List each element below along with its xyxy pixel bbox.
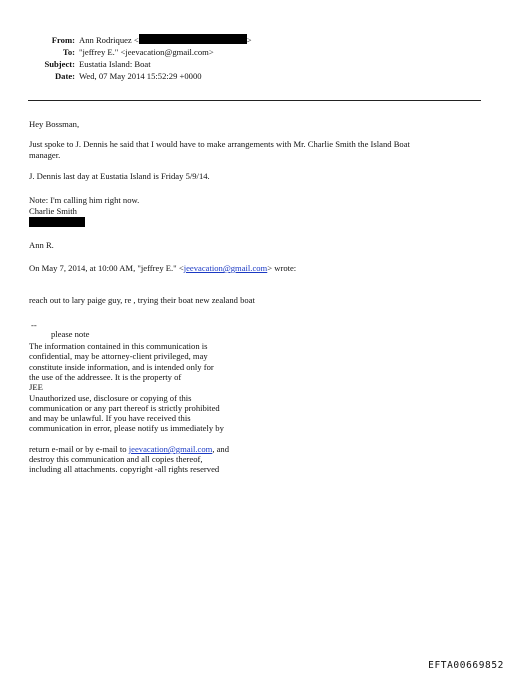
disclaimer-line: [29, 444, 229, 455]
header-divider: [28, 100, 481, 101]
disclaimer-line: JEE: [29, 382, 43, 393]
signoff: Ann R.: [29, 240, 54, 250]
quote-intro-end: > wrote:: [267, 263, 297, 273]
date-value: Wed, 07 May 2014 15:52:29 +0000: [79, 71, 202, 81]
note-line: Charlie Smith: [29, 206, 77, 216]
body-paragraph-line: Just spoke to J. Dennis he said that I would have to make arrangements with Mr. Charlie Smith the Island Boat: [29, 139, 410, 149]
disclaimer-line: including all attachments. copyright -all rights reserved: [29, 464, 220, 474]
from-end: >: [246, 35, 252, 45]
greeting: Hey Bossman,: [29, 119, 80, 129]
disclaimer-line: confidential, may be attorney-client privileged, may: [29, 351, 208, 362]
note-line: Note: I'm calling him right now.: [29, 195, 140, 205]
disclaimer-text: , and: [212, 444, 230, 454]
email-link[interactable]: jeevacation@gmail.com: [183, 263, 268, 273]
date-label: Date:: [54, 71, 75, 81]
subject-value: Eustatia Island: Boat: [79, 59, 151, 69]
body-paragraph-line: J. Dennis last day at Eustatia Island is Friday 5/9/14.: [29, 171, 210, 181]
email-link[interactable]: jeevacation@gmail.com: [128, 444, 213, 454]
quoted-message: reach out to lary paige guy, re , trying their boat new zealand boat: [29, 295, 255, 305]
disclaimer-title: please note: [51, 329, 90, 339]
redaction-box: [29, 217, 85, 227]
from-label: From:: [51, 35, 75, 45]
disclaimer-line: The information contained in this communication is: [29, 341, 208, 351]
body-paragraph-line: manager.: [29, 150, 61, 160]
quote-intro-text: On May 7, 2014, at 10:00 AM, "jeffrey E." <: [29, 263, 184, 273]
disclaimer-line: the use of the addressee. It is the property of: [29, 371, 182, 382]
disclaimer-line: communication in error, please notify us immediately by: [29, 423, 224, 434]
from-name: Ann Rodriquez <: [79, 35, 139, 45]
disclaimer-line: constitute inside information, and is intended only for: [29, 361, 214, 372]
disclaimer-text: return e-mail or by e-mail to: [29, 444, 129, 454]
disclaimer-line: and may be unlawful. If you have received this: [29, 413, 191, 424]
subject-label: Subject:: [44, 59, 75, 69]
disclaimer-line: communication or any part thereof is strictly prohibited: [29, 402, 220, 413]
signature-dash: --: [31, 320, 37, 330]
redaction-line: [29, 217, 85, 229]
redaction-box: [139, 34, 247, 44]
disclaimer-line: Unauthorized use, disclosure or copying of this: [29, 392, 192, 403]
bates-number: EFTA00669852: [428, 660, 504, 671]
to-label: To:: [62, 47, 75, 57]
from-value: [79, 34, 252, 46]
quote-intro: [29, 263, 296, 274]
to-value: "jeffrey E." <jeevacation@gmail.com>: [79, 47, 214, 57]
disclaimer-line: destroy this communication and all copies thereof,: [29, 454, 203, 464]
